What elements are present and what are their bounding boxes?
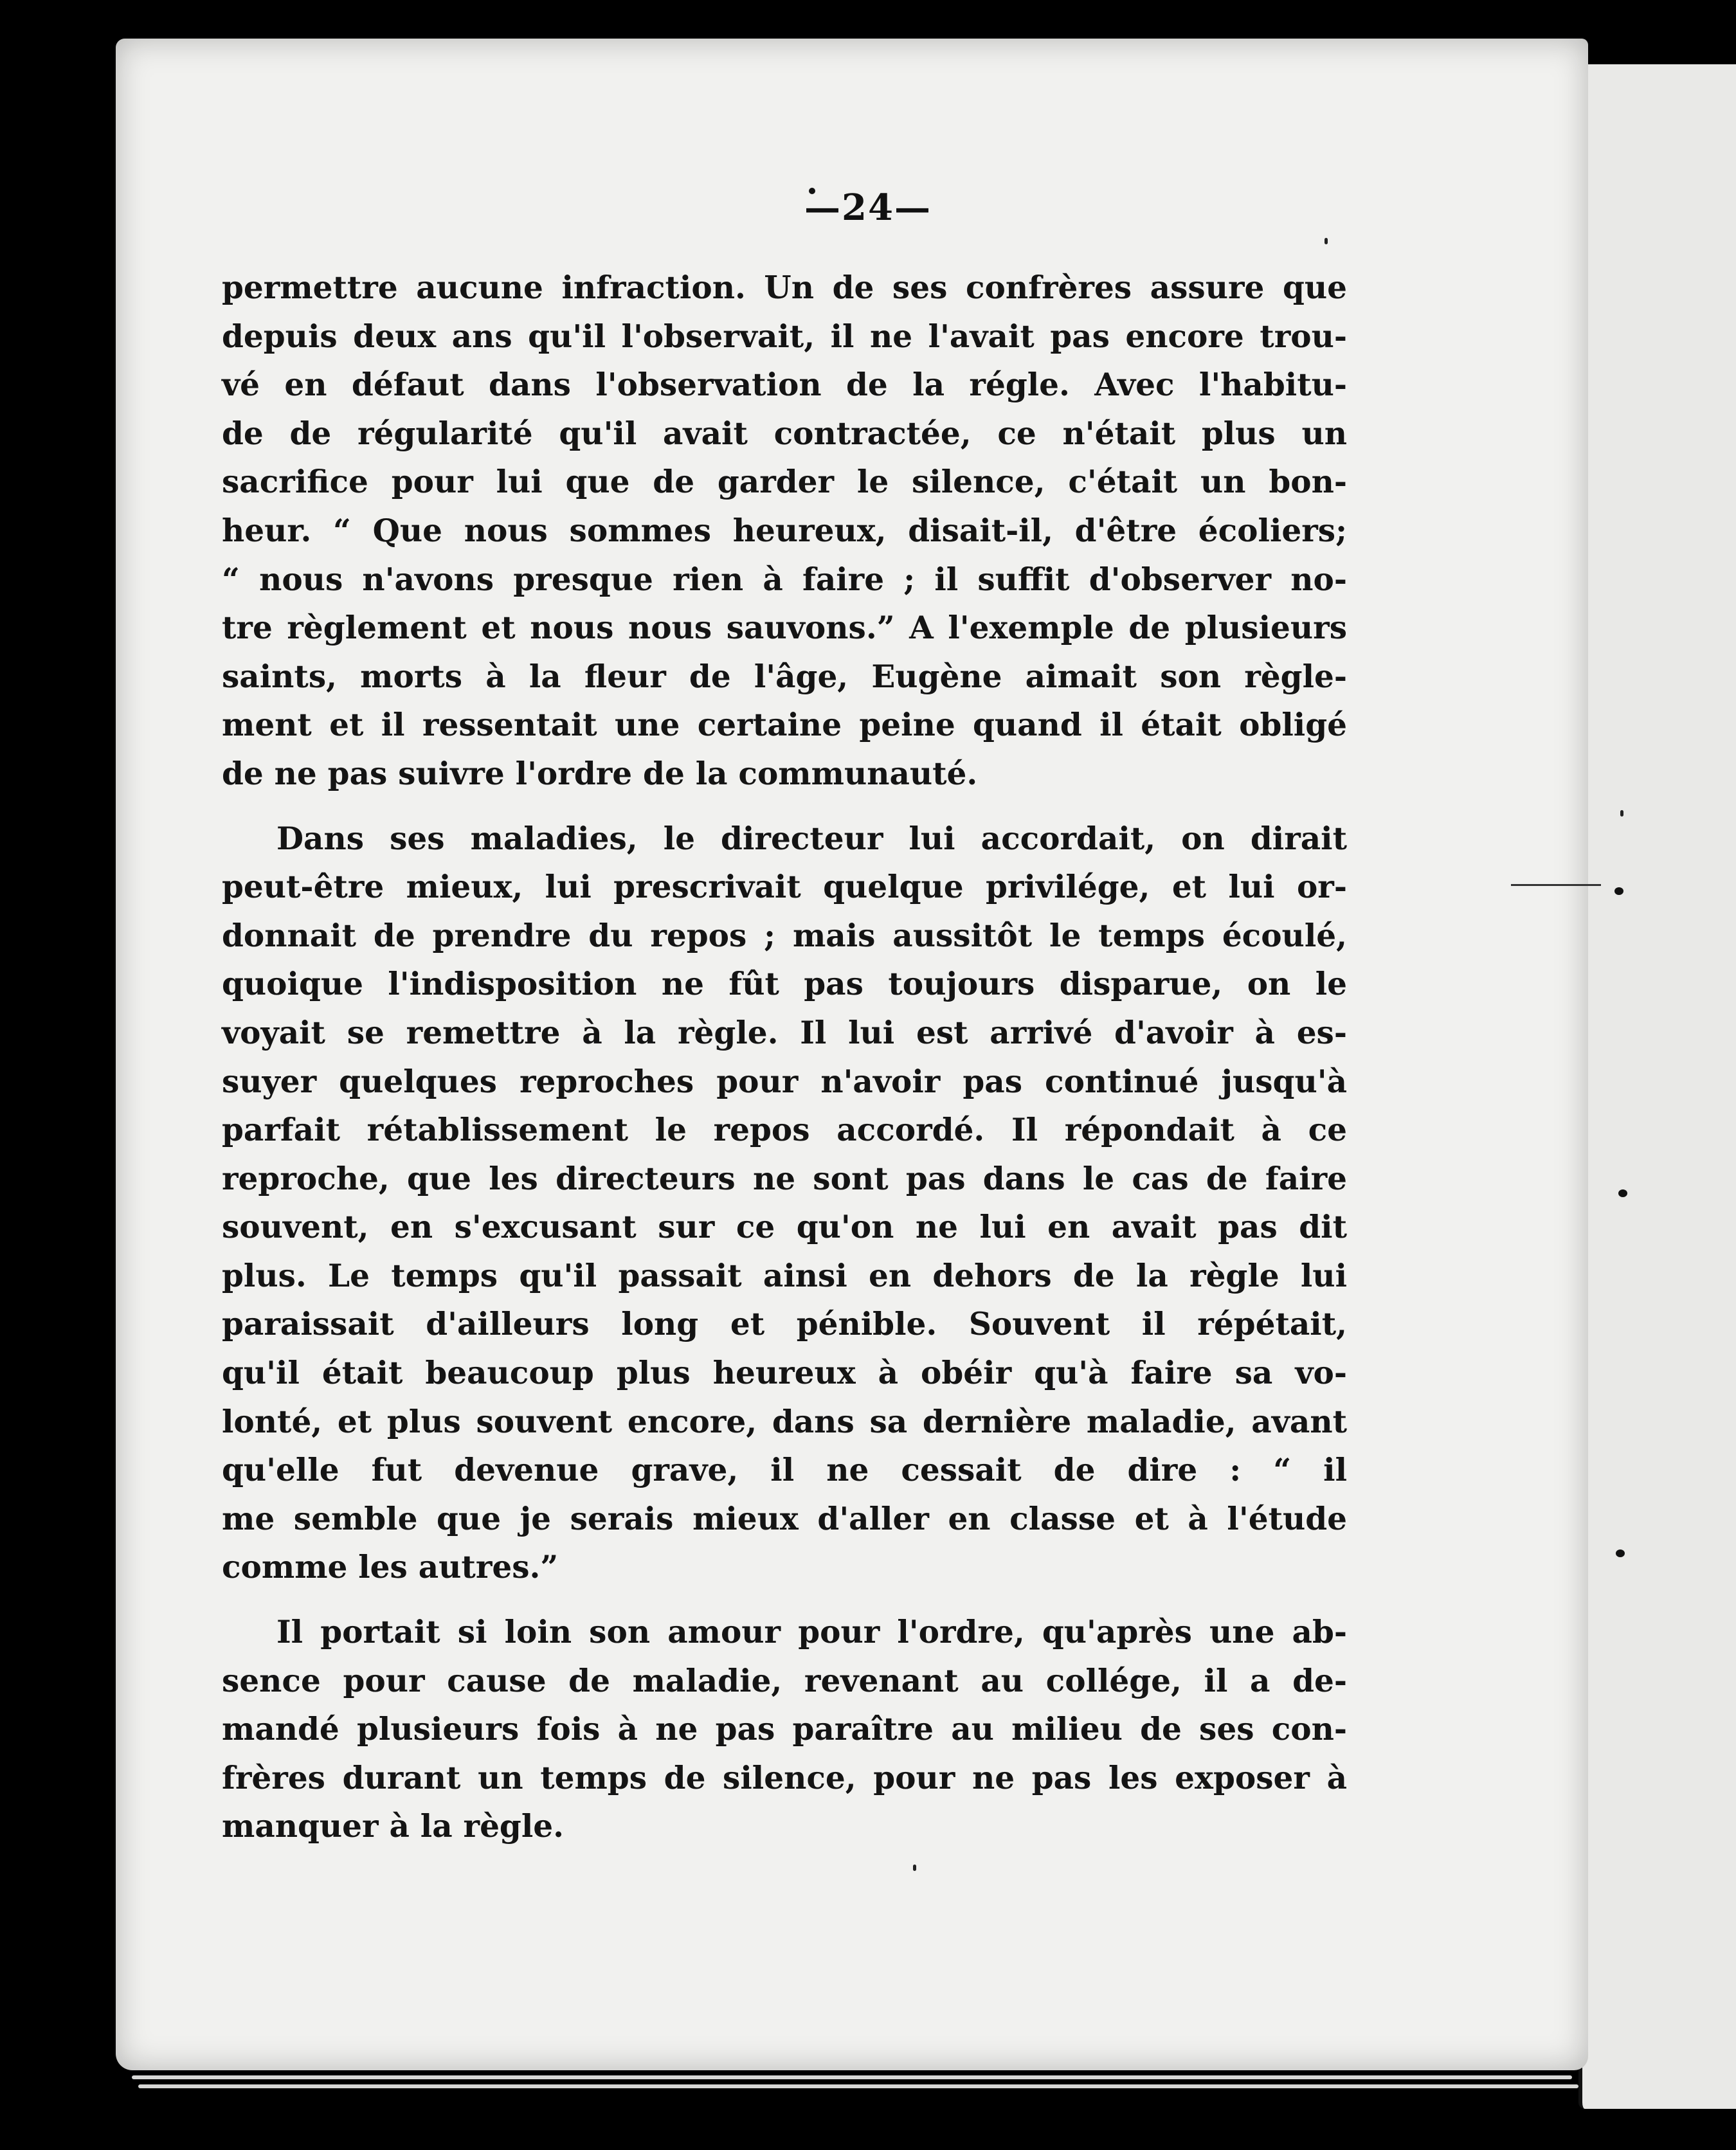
text-line: sacrifice pour lui que de garder le silence, c'était un bon- [222, 464, 1347, 501]
paragraph-2 [222, 815, 1347, 1593]
text-line: voyait se remettre à la règle. Il lui est arrivé d'avoir à es- [222, 1014, 1347, 1051]
text-line: reproche, que les directeurs ne sont pas dans le cas de faire [222, 1160, 1347, 1197]
text-line: paraissait d'ailleurs long et pénible. Souvent il répétait, [222, 1306, 1347, 1343]
page-stack-edge [138, 2084, 1578, 2088]
ink-mark [1618, 1189, 1627, 1197]
text-line: me semble que je serais mieux d'aller en classe et à l'étude [222, 1500, 1347, 1537]
text-line: suyer quelques reproches pour n'avoir pas continué jusqu'à [222, 1063, 1347, 1100]
page-number: —24— [804, 186, 932, 229]
text-line: tre règlement et nous nous sauvons.” A l'exemple de plusieurs [222, 610, 1347, 647]
text-line: frères durant un temps de silence, pour ne pas les exposer à [222, 1759, 1347, 1796]
text-line: donnait de prendre du repos ; mais aussitôt le temps écoulé, [222, 917, 1347, 954]
paragraph-gap [222, 1592, 1347, 1608]
text-line: Dans ses maladies, le directeur lui accordait, on dirait [276, 820, 1347, 857]
text-line: de ne pas suivre l'ordre de la communauté. [222, 755, 978, 792]
text-line: quoique l'indisposition ne fût pas toujours disparue, on le [222, 966, 1347, 1003]
text-line: manquer à la règle. [222, 1808, 565, 1845]
ink-speck [913, 1865, 916, 1871]
text-line: mandé plusieurs fois à ne pas paraître au milieu de ses con- [222, 1711, 1347, 1748]
text-line: saints, morts à la fleur de l'âge, Eugène aimait son règle- [222, 658, 1347, 695]
text-line: comme les autres.” [222, 1549, 559, 1586]
text-line: depuis deux ans qu'il l'observait, il ne l'avait pas encore trou- [222, 318, 1347, 355]
page-fold-line [1511, 884, 1601, 886]
text-line: permettre aucune infraction. Un de ses confrères assure que [222, 269, 1347, 306]
text-line: “ nous n'avons presque rien à faire ; il suffit d'observer no- [222, 561, 1347, 598]
text-line: qu'elle fut devenue grave, il ne cessait de dire : “ il [222, 1452, 1347, 1489]
text-line: plus. Le temps qu'il passait ainsi en dehors de la règle lui [222, 1257, 1347, 1294]
text-line: heur. “ Que nous sommes heureux, disait-il, d'être écoliers; [222, 512, 1347, 549]
page-stack-edge [132, 2075, 1572, 2079]
body-text [222, 264, 1347, 1851]
ink-speck [1325, 238, 1328, 244]
paragraph-1 [222, 264, 1347, 799]
text-line: souvent, en s'excusant sur ce qu'on ne lui en avait pas dit [222, 1209, 1347, 1246]
text-line: Il portait si loin son amour pour l'ordre, qu'après une ab- [276, 1614, 1347, 1651]
ink-mark [1614, 887, 1623, 895]
paragraph-3 [222, 1608, 1347, 1851]
text-line: qu'il était beaucoup plus heureux à obéir qu'à faire sa vo- [222, 1355, 1347, 1392]
text-line: vé en défaut dans l'observation de la régle. Avec l'habitu- [222, 366, 1347, 404]
text-line: sence pour cause de maladie, revenant au collége, il a de- [222, 1662, 1347, 1699]
ink-speck [1620, 810, 1623, 817]
text-line: parfait rétablissement le repos accordé. Il répondait à ce [222, 1112, 1347, 1149]
ink-mark [1616, 1549, 1625, 1557]
paragraph-gap [222, 799, 1347, 815]
facing-page-edge [1578, 64, 1736, 2109]
text-line: de de régularité qu'il avait contractée, ce n'était plus un [222, 415, 1347, 452]
text-line: peut-être mieux, lui prescrivait quelque privilége, et lui or- [222, 869, 1347, 906]
text-line: ment et il ressentait une certaine peine quand il était obligé [222, 707, 1347, 744]
text-line: lonté, et plus souvent encore, dans sa dernière maladie, avant [222, 1403, 1347, 1440]
